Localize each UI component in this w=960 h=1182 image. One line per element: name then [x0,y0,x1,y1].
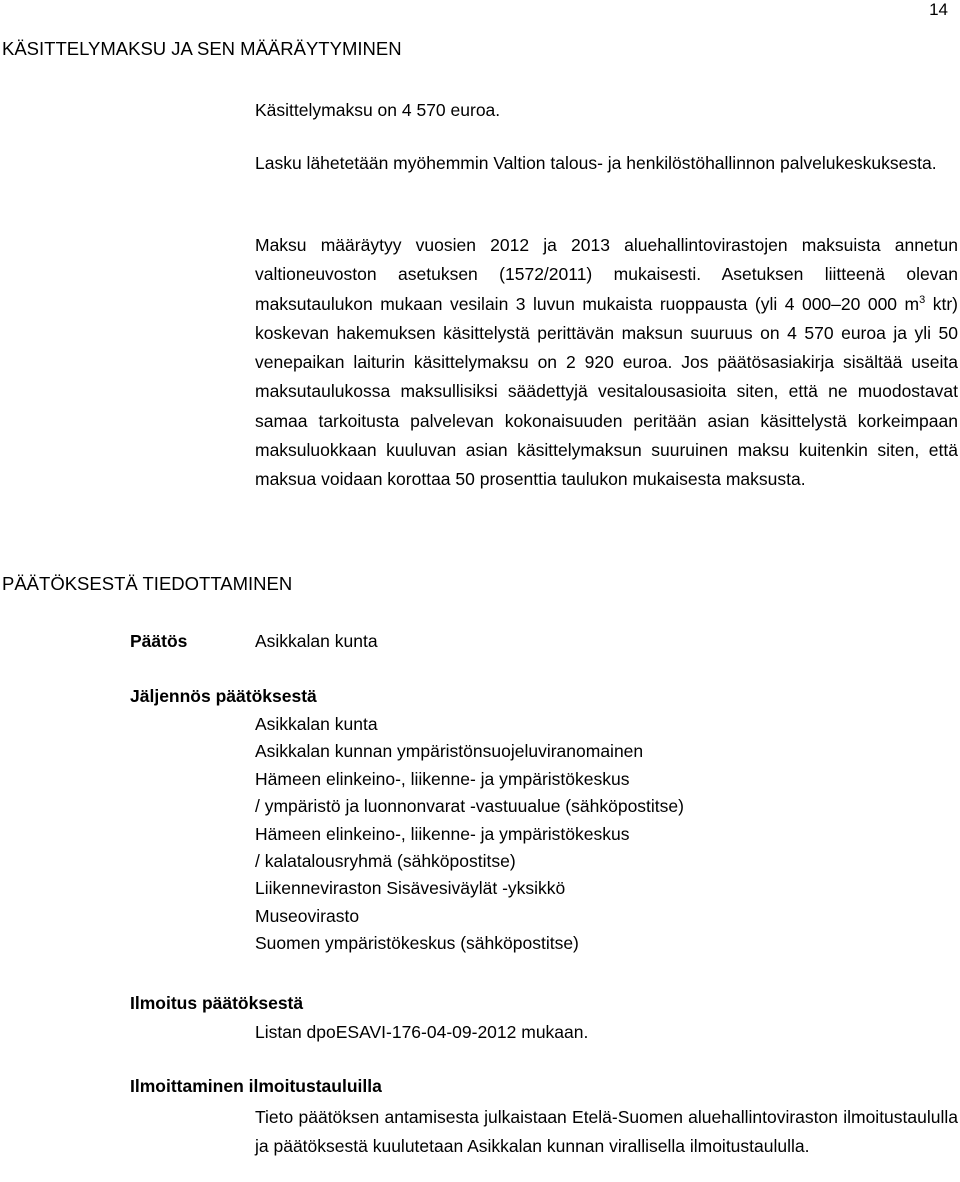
invoice-paragraph: Lasku lähetetään myöhemmin Valtion talous- ja henkilöstöhallinnon palvelukeskuksesta. [255,153,937,173]
fee-section-heading: KÄSITTELYMAKSU JA SEN MÄÄRÄYTYMINEN [2,38,402,59]
copy-recipient: Asikkalan kunnan ympäristönsuojeluviranomainen [255,741,644,762]
cubic-superscript: 3 [919,293,926,306]
copy-recipient: Suomen ympäristökeskus (sähköpostitse) [255,933,579,954]
announcement-text: Listan dpoESAVI-176-04-09-2012 mukaan. [255,1022,589,1042]
decision-recipient: Asikkalan kunta [255,631,378,651]
copy-recipient: Museovirasto [255,905,360,926]
copy-recipient: / kalatalousryhmä (sähköpostitse) [255,851,516,872]
copy-recipient-list [255,711,684,958]
fee-basis-text-part2: ktr) koskevan hakemuksen käsittelystä perittävän maksun suuruus on 4 570 euroa ja yli 50 venepaikan laiturin käsittelymaksu on 2 920 euroa. Jos päätösasiakirja sisältää useita maksutaulukossa maksullisiksi säädettyjä vesitalousasioita siten, että ne muodostavat samaa tarkoitusta palvelevan kokonaisuuden peritään asian käsittelystä korkeimpaan maksuluokkaan kuuluvan asian käsittelymaksun suuruinen maksu kuitenkin siten, että maksua voidaan korottaa 50 prosenttia taulukon mukaisesta maksusta. [255,293,958,490]
copy-recipient: Hämeen elinkeino-, liikenne- ja ympäristökeskus [255,768,630,789]
decision-label: Päätös [130,631,188,651]
copy-label: Jäljennös päätöksestä [130,686,317,706]
copy-recipient: Asikkalan kunta [255,714,378,734]
copy-recipient: / ympäristö ja luonnonvarat -vastuualue (sähköpostitse) [255,796,684,817]
fee-amount-sentence: Käsittelymaksu on 4 570 euroa. [255,100,501,120]
bulletin-text: Tieto päätöksen antamisesta julkaistaan Etelä-Suomen aluehallintoviraston ilmoitustaululla ja päätöksestä kuulutetaan Asikkalan kunnan virallisella ilmoitustaululla. [255,1107,958,1157]
announcement-label: Ilmoitus päätöksestä [130,993,304,1013]
fee-basis-text-part1: Maksu määräytyy vuosien 2012 ja 2013 aluehallintovirastojen maksuista annetun valtioneuvoston asetuksen (1572/2011) mukaisesti. Asetuksen liitteenä olevan maksutaulukon mukaan vesilain 3 luvun mukaista ruoppausta (yli 4 000–20 000 m [255,235,958,314]
copy-recipient: Liikenneviraston Sisävesiväylät -yksikkö [255,878,566,899]
fee-basis-paragraph [255,231,958,495]
copy-recipient: Hämeen elinkeino-, liikenne- ja ympäristökeskus [255,823,630,844]
notification-section-heading: PÄÄTÖKSESTÄ TIEDOTTAMINEN [2,573,293,594]
page-number: 14 [929,0,948,19]
bulletin-label: Ilmoittaminen ilmoitustauluilla [130,1076,382,1096]
